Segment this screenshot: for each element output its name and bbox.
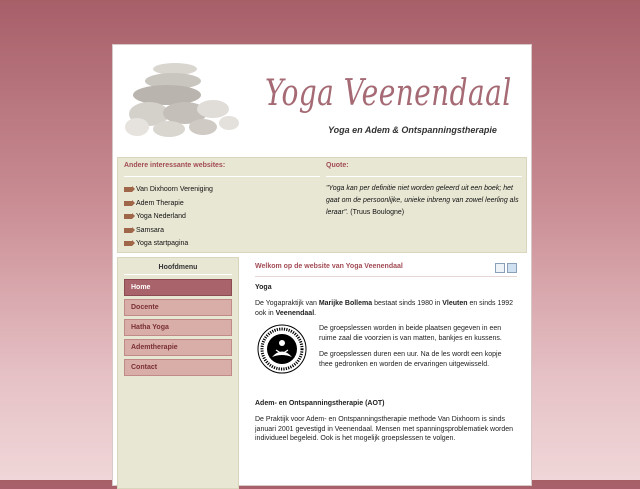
yoga-heading: Yoga <box>255 284 272 291</box>
menu-item-hatha-yoga[interactable]: Hatha Yoga <box>124 319 232 336</box>
site-logo-title[interactable]: Yoga Veenendaal <box>265 73 512 114</box>
page-title: Welkom op de website van Yoga Veenendaal <box>255 263 403 270</box>
link-item-van-dixhoorn[interactable] <box>124 183 320 197</box>
menu-item-home[interactable]: Home <box>124 279 232 296</box>
menu-item-contact[interactable]: Contact <box>124 359 232 376</box>
arrow-icon <box>124 228 132 233</box>
paragraph: De groepslessen worden in beide plaatsen gegeven in een ruime zaal die voorzien is van matten, bankjes en kussens. <box>319 325 502 342</box>
links-quote-band <box>117 157 527 253</box>
divider <box>124 274 232 275</box>
links-section <box>124 162 320 251</box>
link-item-yoga-nederland[interactable] <box>124 210 320 224</box>
divider <box>326 176 522 177</box>
seal-side-text <box>319 324 517 374</box>
intro-text: bestaat sinds 1980 in <box>372 300 443 307</box>
place-veenendaal: Veenendaal <box>275 309 315 317</box>
menu-title: Hoofdmenu <box>158 264 198 271</box>
quote-section <box>326 162 522 219</box>
intro-paragraph <box>255 299 517 318</box>
intro-text: . <box>314 309 317 317</box>
yoga-association-seal-icon <box>257 324 307 374</box>
arrow-icon <box>124 214 132 219</box>
quote-text <box>326 183 522 219</box>
seal-row <box>255 324 517 374</box>
link-label[interactable]: Yoga Nederland <box>136 213 186 221</box>
stones-logo-image <box>123 59 241 139</box>
site-subtitle: Yoga en Adem & Ontspanningstherapie <box>328 125 497 135</box>
place-vleuten: Vleuten <box>442 300 468 307</box>
main-content <box>255 263 517 450</box>
teacher-name: Marijke Bollema <box>318 300 373 307</box>
link-label[interactable]: Yoga startpagina <box>136 240 189 248</box>
quote-author: (Truus Boulogne) <box>350 209 405 216</box>
link-item-yoga-startpagina[interactable] <box>124 237 320 251</box>
sidebar-main-menu <box>117 257 239 489</box>
menu-item-docente[interactable]: Docente <box>124 299 232 316</box>
link-item-adem-therapie[interactable] <box>124 197 320 211</box>
menu-item-ademtherapie[interactable]: Ademtherapie <box>124 339 232 356</box>
page-actions <box>495 263 517 273</box>
link-item-samsara[interactable] <box>124 224 320 238</box>
email-icon[interactable] <box>507 263 517 273</box>
divider <box>255 276 517 277</box>
link-label[interactable]: Van Dixhoorn Vereniging <box>136 186 213 194</box>
aot-paragraph: De Praktijk voor Adem- en Ontspanningstherapie methode Van Dixhoorn is sinds januari 2001 gevestigd in Veenendaal. Mensen met spanningsproblematiek worden individueel begeleid. Ook is het mogelijk groepslessen te volgen. <box>255 416 514 442</box>
quote-body: "Yoga kan per definitie niet worden geleerd uit een boek; het gaat om de persoonlijke, unieke inbreng van zowel leerling als leraar". <box>326 185 519 216</box>
arrow-icon <box>124 201 132 206</box>
intro-text: De Yogapraktijk van <box>255 300 319 307</box>
page-container <box>112 44 532 486</box>
quote-heading: Quote: <box>326 162 349 169</box>
links-heading: Andere interessante websites: <box>124 162 226 169</box>
arrow-icon <box>124 187 132 192</box>
divider <box>124 176 320 177</box>
link-label[interactable]: Samsara <box>136 226 165 234</box>
link-label[interactable]: Adem Therapie <box>136 199 184 207</box>
print-icon[interactable] <box>495 263 505 273</box>
paragraph: De groepslessen duren een uur. Na de les wordt een kopje thee gedronken en worden de ervaringen uitgewisseld. <box>319 351 502 368</box>
intro-text: en sinds 1992 ook in <box>255 300 514 317</box>
arrow-icon <box>124 241 132 246</box>
aot-heading: Adem- en Ontspanningstherapie (AOT) <box>255 400 385 407</box>
header <box>113 45 531 155</box>
